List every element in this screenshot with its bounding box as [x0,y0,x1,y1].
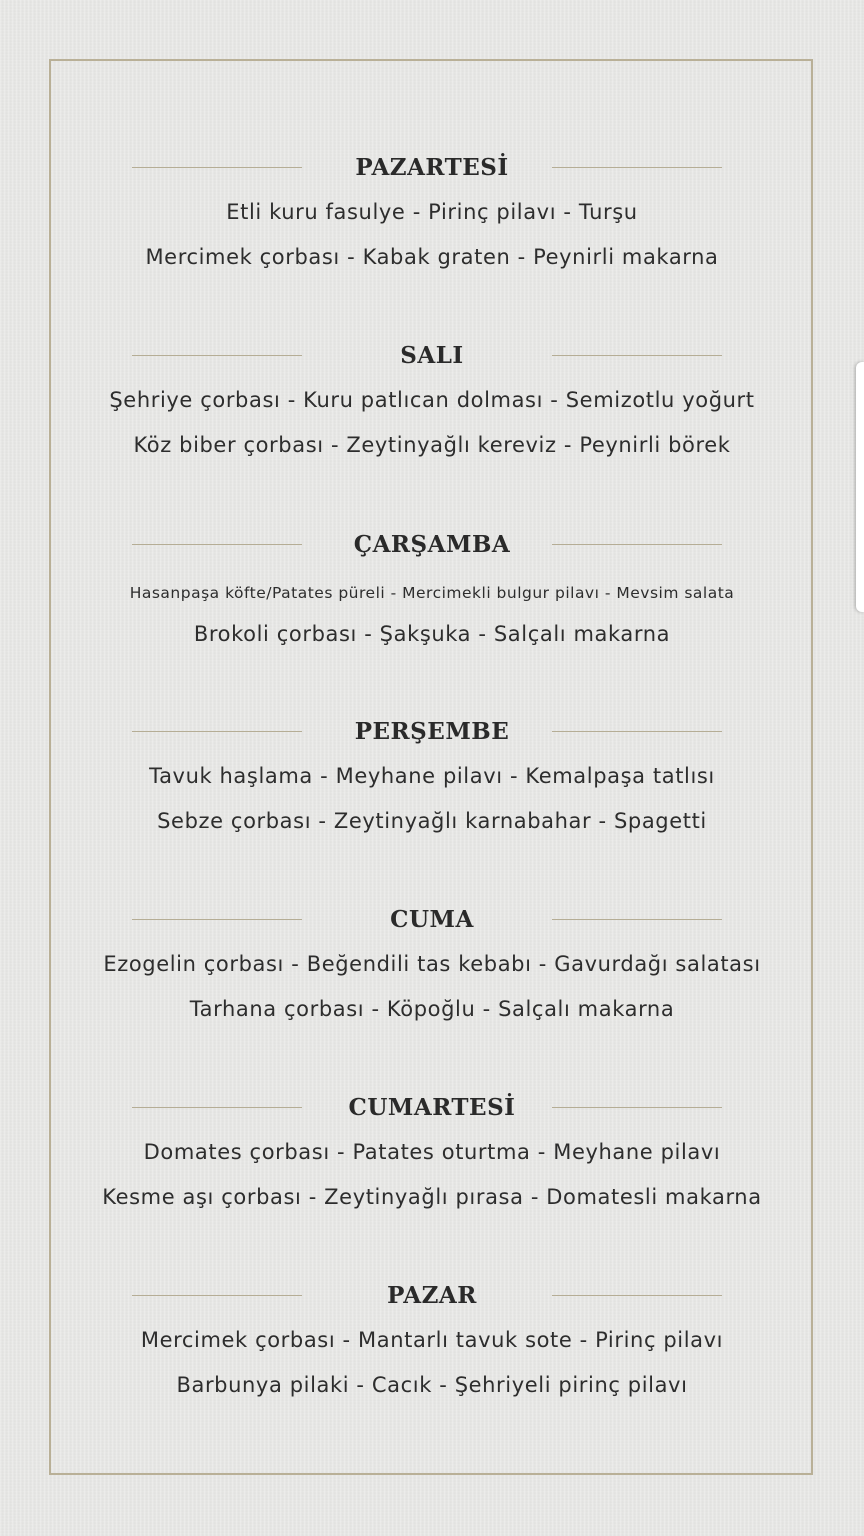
menu-line-1: Ezogelin çorbası - Beğendili tas kebabı - Gavurdağı salatası [103,952,761,976]
day-title: PAZAR [387,1282,477,1309]
menu-line-2: Sebze çorbası - Zeytinyağlı karnabahar - Spagetti [157,809,707,833]
day-heading-row [0,718,864,745]
day-heading-row [0,1094,864,1121]
divider-right [552,731,722,732]
menu-line-1: Şehriye çorbası - Kuru patlıcan dolması - Semizotlu yoğurt [109,388,755,412]
divider-right [552,1107,722,1108]
menu-line-2: Brokoli çorbası - Şakşuka - Salçalı makarna [193,622,671,646]
divider-right [552,355,722,356]
divider-right [552,167,722,168]
day-section-sali [0,343,864,503]
day-section-cumartesi [0,1095,864,1255]
divider-right [552,1295,722,1296]
day-title: ÇARŞAMBA [353,531,511,558]
day-heading-row [0,531,864,558]
menu-line-1: Tavuk haşlama - Meyhane pilavı - Kemalpaşa tatlısı [149,764,715,788]
divider-right [552,919,722,920]
day-title: PERŞEMBE [354,718,510,745]
day-heading-row [0,342,864,369]
menu-line-1: Hasanpaşa köfte/Patates püreli - Mercimekli bulgur pilavı - Mevsim salata [129,584,735,602]
menu-line-2: Kesme aşı çorbası - Zeytinyağlı pırasa - Domatesli makarna [102,1185,762,1209]
menu-line-2: Tarhana çorbası - Köpoğlu - Salçalı makarna [189,997,675,1021]
day-title: CUMA [390,906,474,933]
day-section-pazar [0,1283,864,1443]
day-title: PAZARTESİ [355,154,509,181]
divider-right [552,544,722,545]
day-section-persembe [0,719,864,879]
menu-line-1: Mercimek çorbası - Mantarlı tavuk sote - Pirinç pilavı [140,1328,724,1352]
day-heading-row [0,1282,864,1309]
day-title: SALI [400,342,464,369]
menu-line-1: Domates çorbası - Patates oturtma - Meyhane pilavı [143,1140,721,1164]
menu-line-2: Barbunya pilaki - Cacık - Şehriyeli pirinç pilavı [176,1373,688,1397]
menu-line-2: Köz biber çorbası - Zeytinyağlı kereviz - Peynirli börek [133,433,731,457]
day-heading-row [0,154,864,181]
day-section-pazartesi [0,155,864,315]
day-section-carsamba [0,532,864,692]
menu-line-2: Mercimek çorbası - Kabak graten - Peynirli makarna [145,245,719,269]
day-title: CUMARTESİ [348,1094,516,1121]
menu-line-1: Etli kuru fasulye - Pirinç pilavı - Turşu [226,200,638,224]
day-heading-row [0,906,864,933]
day-section-cuma [0,907,864,1067]
